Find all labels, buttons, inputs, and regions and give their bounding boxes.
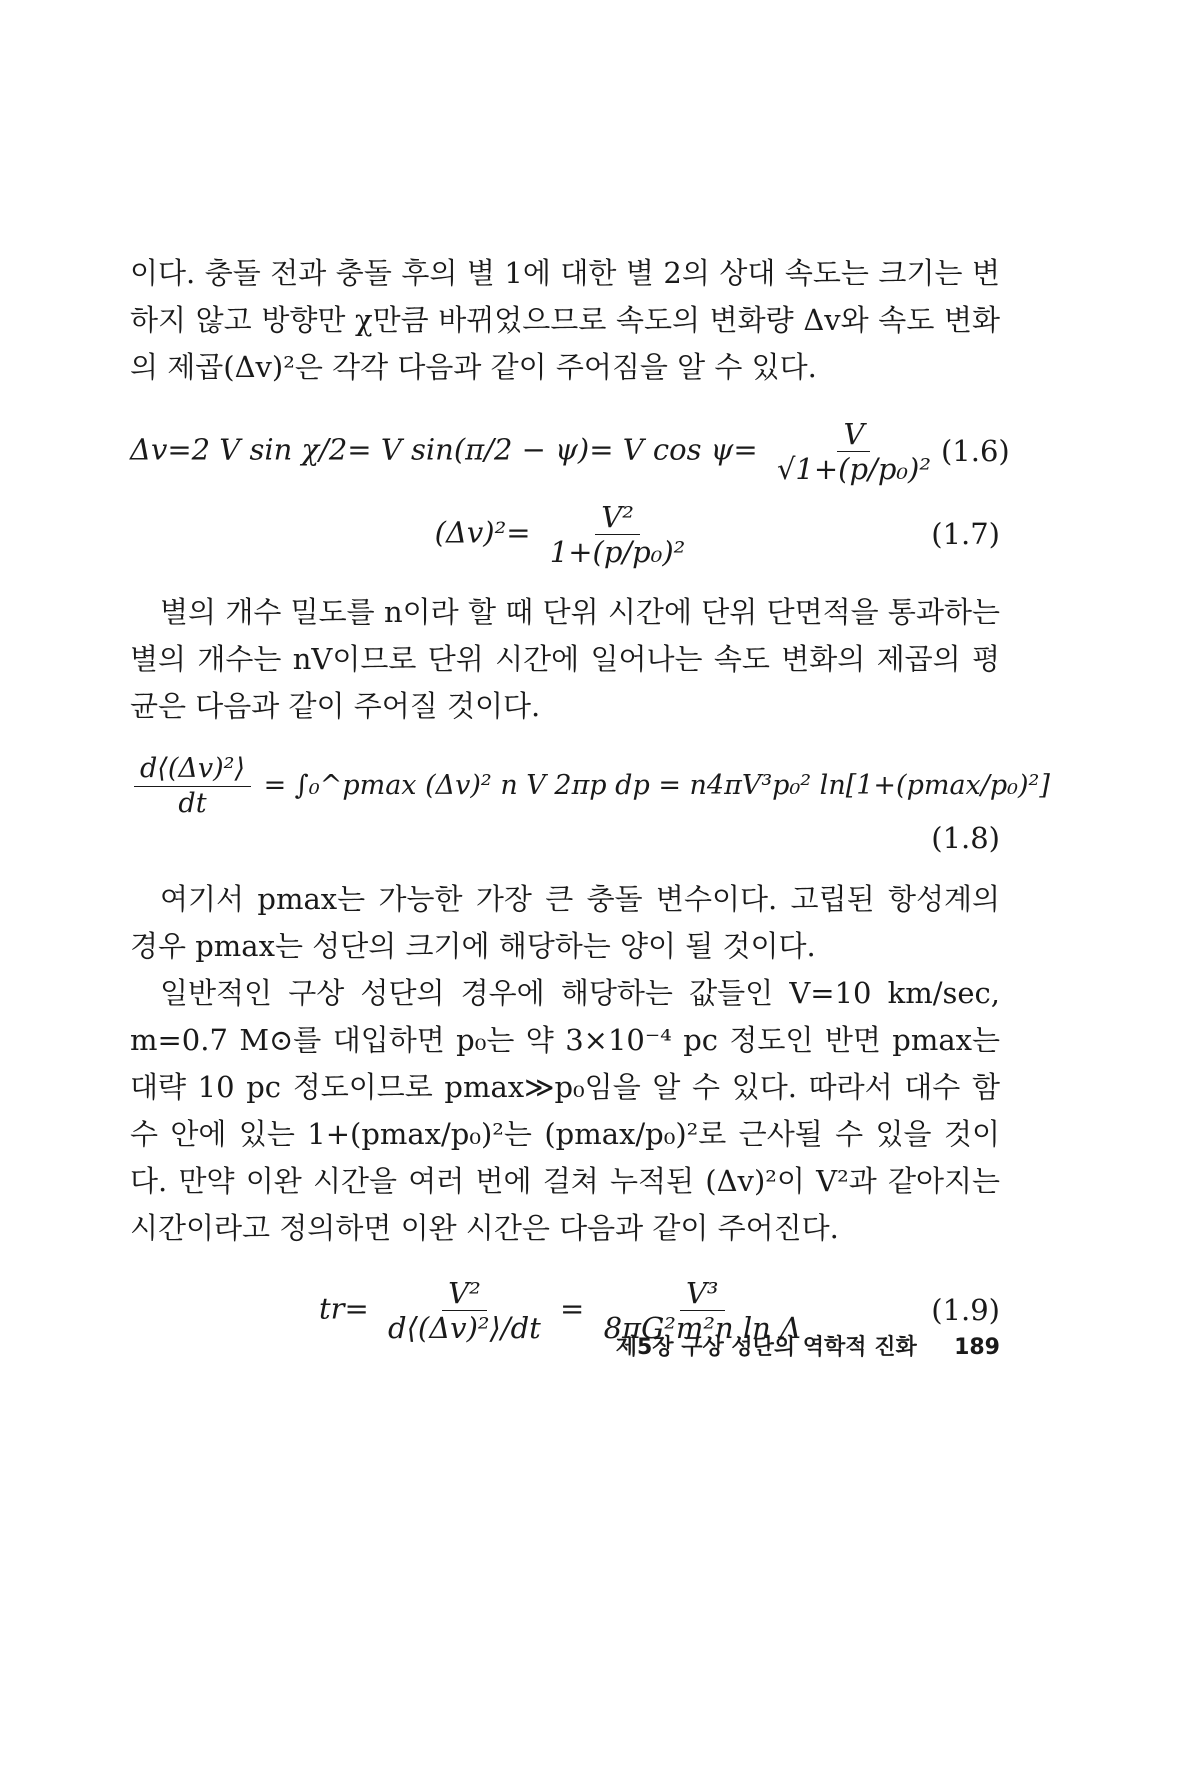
equation-1-6-label: (1.6): [940, 434, 1010, 468]
equation-1-7-denominator: 1+(p/p₀)²: [549, 535, 686, 569]
equation-1-6: [130, 417, 1010, 486]
equation-1-9-denominator-2: 8πG²m²n ln Λ: [603, 1311, 801, 1345]
equation-1-6-body: [130, 417, 941, 486]
equation-1-8: [130, 752, 1050, 821]
equation-1-8-body: [130, 752, 1050, 821]
equation-1-8-label: (1.8): [931, 821, 1000, 855]
footer-page-number: 189: [954, 1335, 1000, 1360]
equation-1-7-label: (1.7): [931, 517, 1000, 551]
equation-1-7-body: [435, 500, 696, 569]
equation-1-9-equals: =: [560, 1291, 585, 1326]
equation-1-8-label-row: [130, 815, 1000, 862]
equation-1-9-numerator-2: V³: [680, 1276, 725, 1311]
paragraph-1: 이다. 충돌 전과 충돌 후의 별 1에 대한 별 2의 상대 속도는 크기는 변하지 않고 방향만 χ만큼 바뀌었으므로 속도의 변화량 Δv와 속도 변화의 제곱(Δv)²은 각각 다음과 같이 주어짐을 알 수 있다.: [130, 256, 1000, 384]
equation-1-9-denominator-1: d⟨(Δv)²⟩/dt: [388, 1311, 541, 1345]
equation-1-6-fraction: [771, 417, 937, 486]
equation-1-7-lhs: (Δv)²=: [434, 515, 531, 550]
paragraph-4: 일반적인 구상 성단의 경우에 해당하는 값들인 V=10 km/sec, m=0.7 M⊙를 대입하면 p₀는 약 3×10⁻⁴ pc 정도인 반면 pmax는 대략 10 pc 정도이므로 pmax≫p₀임을 알 수 있다. 따라서 대수 함수 안에 있는 1+(pmax/p₀)²는 (pmax/p₀)²로 근사될 수 있을 것이다. 만약 이완 시간을 여러 번에 걸쳐 누적된 (Δv)²이 V²과 같아지는 시간이라고 정의하면 이완 시간은 다음과 같이 주어진다.: [130, 976, 1000, 1245]
footer-chapter-title: 제5장 구상 성단의 역학적 진화: [615, 1335, 917, 1360]
equation-1-6-numerator: V: [837, 417, 870, 452]
paragraph-3: 여기서 pmax는 가능한 가장 큰 충돌 변수이다. 고립된 항성계의 경우 pmax는 성단의 크기에 해당하는 양이 될 것이다.: [130, 882, 1000, 963]
equation-1-7: [130, 500, 1000, 569]
equation-1-9-numerator-1: V²: [442, 1276, 487, 1311]
equation-1-8-fraction: [134, 752, 251, 821]
equation-1-8-rhs: = ∫₀^pmax (Δv)² n V 2πp dp = n4πV³p₀² ln[1+(pmax/p₀)²]: [263, 770, 1050, 801]
running-footer: [616, 1330, 1000, 1361]
equation-1-6-denominator: √1+(p/p₀)²: [776, 452, 931, 486]
equation-1-8-denominator: dt: [178, 788, 207, 819]
equation-1-7-fraction: [544, 500, 692, 569]
equation-1-9-fraction-1: [382, 1276, 547, 1345]
equation-1-9-lhs: tr=: [319, 1291, 369, 1326]
equation-1-7-numerator: V²: [595, 500, 640, 535]
page-body: [130, 250, 1050, 1359]
equation-1-6-lhs: Δv=2 V sin χ/2= V sin(π/2 − ψ)= V cos ψ=: [130, 432, 758, 467]
paragraph-2: 별의 개수 밀도를 n이라 할 때 단위 시간에 단위 단면적을 통과하는 별의 개수는 nV이므로 단위 시간에 일어나는 속도 변화의 제곱의 평균은 다음과 같이 주어질 것이다.: [130, 595, 1000, 723]
equation-1-9-label: (1.9): [931, 1293, 1000, 1327]
equation-1-8-numerator: d⟨(Δv)²⟩: [134, 752, 251, 787]
